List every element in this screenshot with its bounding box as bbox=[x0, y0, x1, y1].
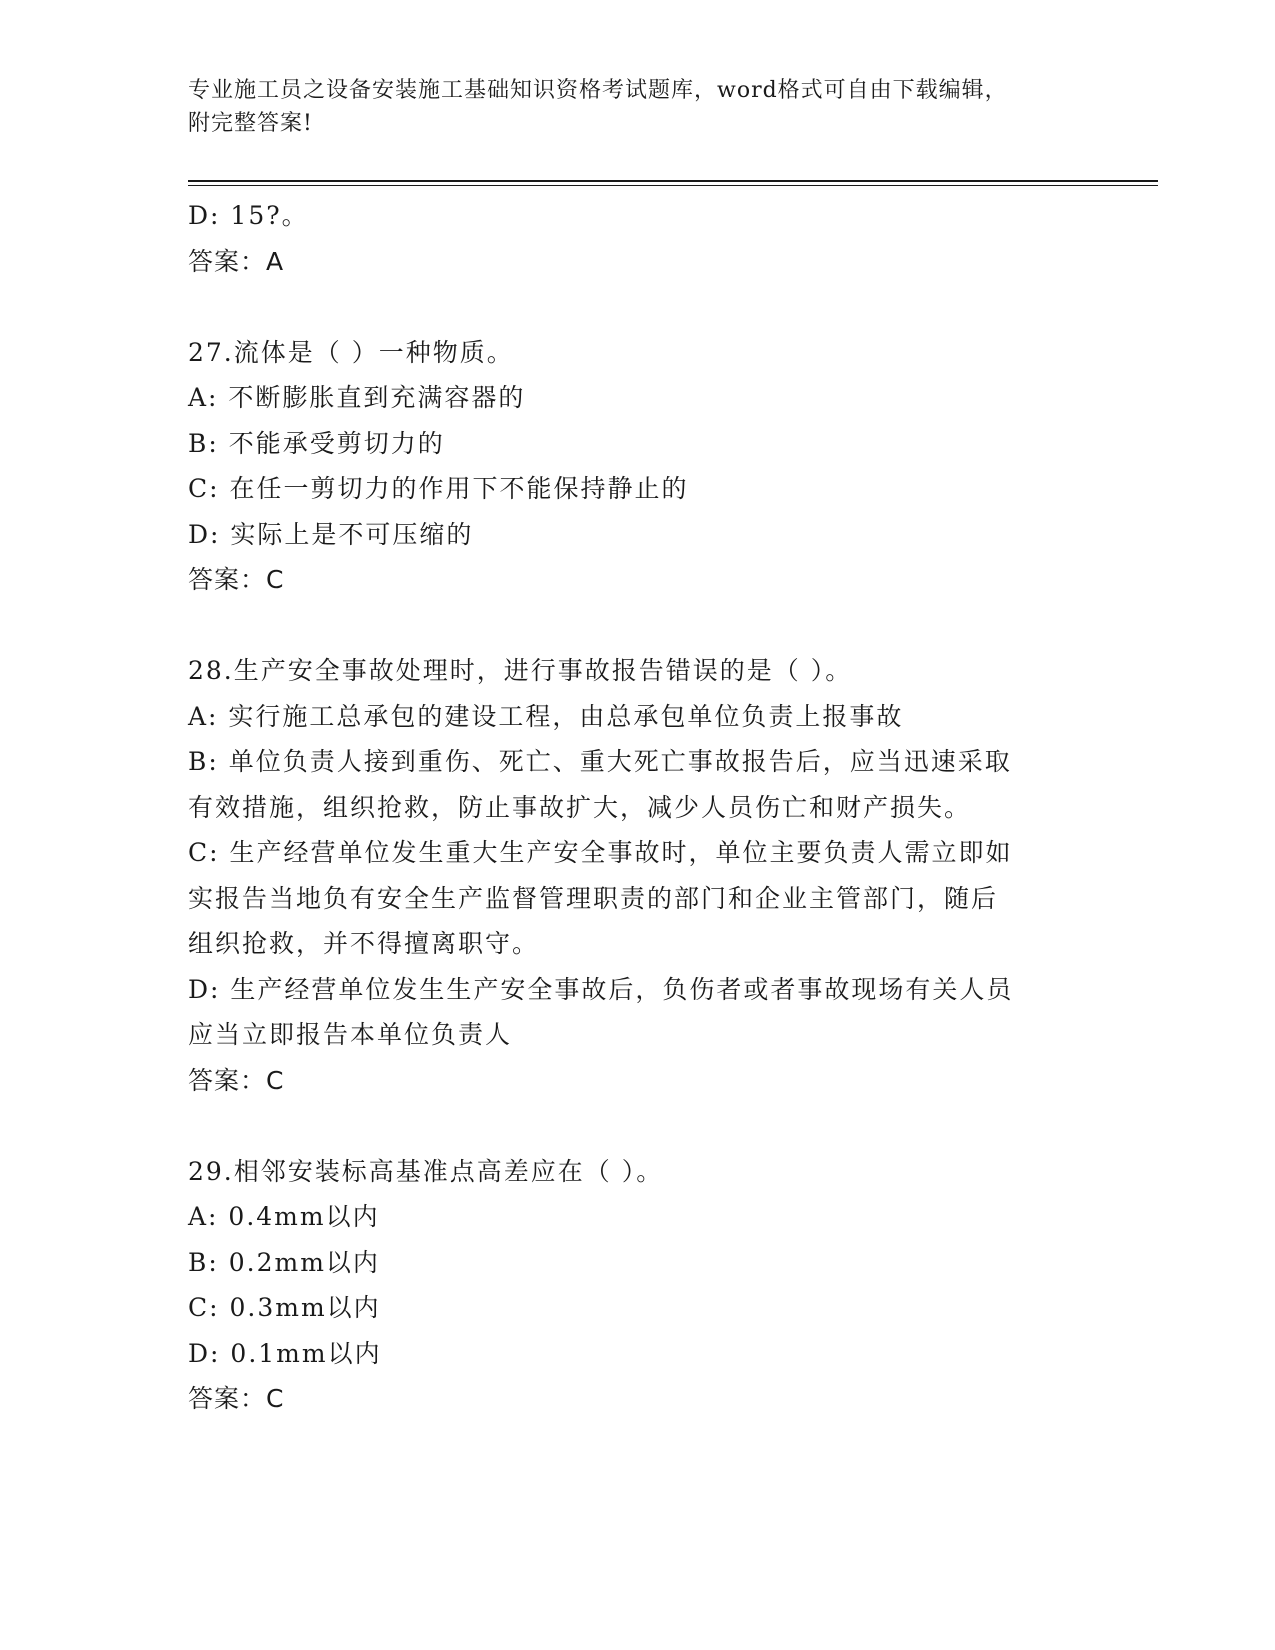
header-divider-thin bbox=[188, 185, 1158, 186]
question-stem: 27.流体是（ ）一种物质。 bbox=[188, 337, 514, 367]
option-b: B: 单位负责人接到重伤、死亡、重大死亡事故报告后，应当迅速采取 bbox=[188, 747, 1012, 776]
question-29 bbox=[188, 1149, 1088, 1422]
previous-question-tail bbox=[188, 193, 1088, 284]
header-line-2: 附完整答案! bbox=[188, 111, 313, 136]
document-body bbox=[188, 193, 1088, 1422]
option-a: A: 0.4mm以内 bbox=[188, 1202, 380, 1231]
question-stem: 29.相邻安装标高基准点高差应在（ ）。 bbox=[188, 1156, 664, 1186]
option-a: A: 不断膨胀直到充满容器的 bbox=[188, 383, 526, 412]
option-b-continued: 有效措施，组织抢救，防止事故扩大，减少人员伤亡和财产损失。 bbox=[188, 792, 972, 822]
answer-line: 答案：C bbox=[188, 1384, 285, 1413]
question-28 bbox=[188, 648, 1088, 1103]
header-divider-thick bbox=[188, 180, 1158, 182]
option-d: D: 0.1mm以内 bbox=[188, 1338, 382, 1368]
answer-line: 答案：C bbox=[188, 1065, 285, 1095]
option-d: D: 实际上是不可压缩的 bbox=[188, 519, 474, 549]
spacer bbox=[188, 603, 1088, 649]
answer-line: 答案：A bbox=[188, 246, 285, 276]
question-27 bbox=[188, 330, 1088, 603]
answer-line: 答案：C bbox=[188, 565, 285, 594]
option-d: D: 15?。 bbox=[188, 201, 309, 230]
option-c-continued: 实报告当地负有安全生产监督管理职责的部门和企业主管部门，随后 bbox=[188, 883, 999, 913]
spacer bbox=[188, 1103, 1088, 1149]
document-header bbox=[188, 74, 1088, 140]
header-line-1: 专业施工员之设备安装施工基础知识资格考试题库，word格式可自由下载编辑， bbox=[188, 78, 1008, 103]
option-c: C: 0.3mm以内 bbox=[188, 1293, 381, 1322]
option-d: D: 生产经营单位发生生产安全事故后，负伤者或者事故现场有关人员 bbox=[188, 974, 1014, 1004]
option-c-continued: 组织抢救，并不得擅离职守。 bbox=[188, 929, 540, 958]
option-d-continued: 应当立即报告本单位负责人 bbox=[188, 1020, 513, 1049]
spacer bbox=[188, 284, 1088, 330]
option-b: B: 不能承受剪切力的 bbox=[188, 428, 445, 458]
option-c: C: 在任一剪切力的作用下不能保持静止的 bbox=[188, 474, 689, 503]
option-c: C: 生产经营单位发生重大生产安全事故时，单位主要负责人需立即如 bbox=[188, 838, 1013, 867]
option-b: B: 0.2mm以内 bbox=[188, 1247, 380, 1277]
option-a: A: 实行施工总承包的建设工程，由总承包单位负责上报事故 bbox=[188, 701, 904, 731]
question-stem: 28.生产安全事故处理时，进行事故报告错误的是（ ）。 bbox=[188, 656, 853, 685]
